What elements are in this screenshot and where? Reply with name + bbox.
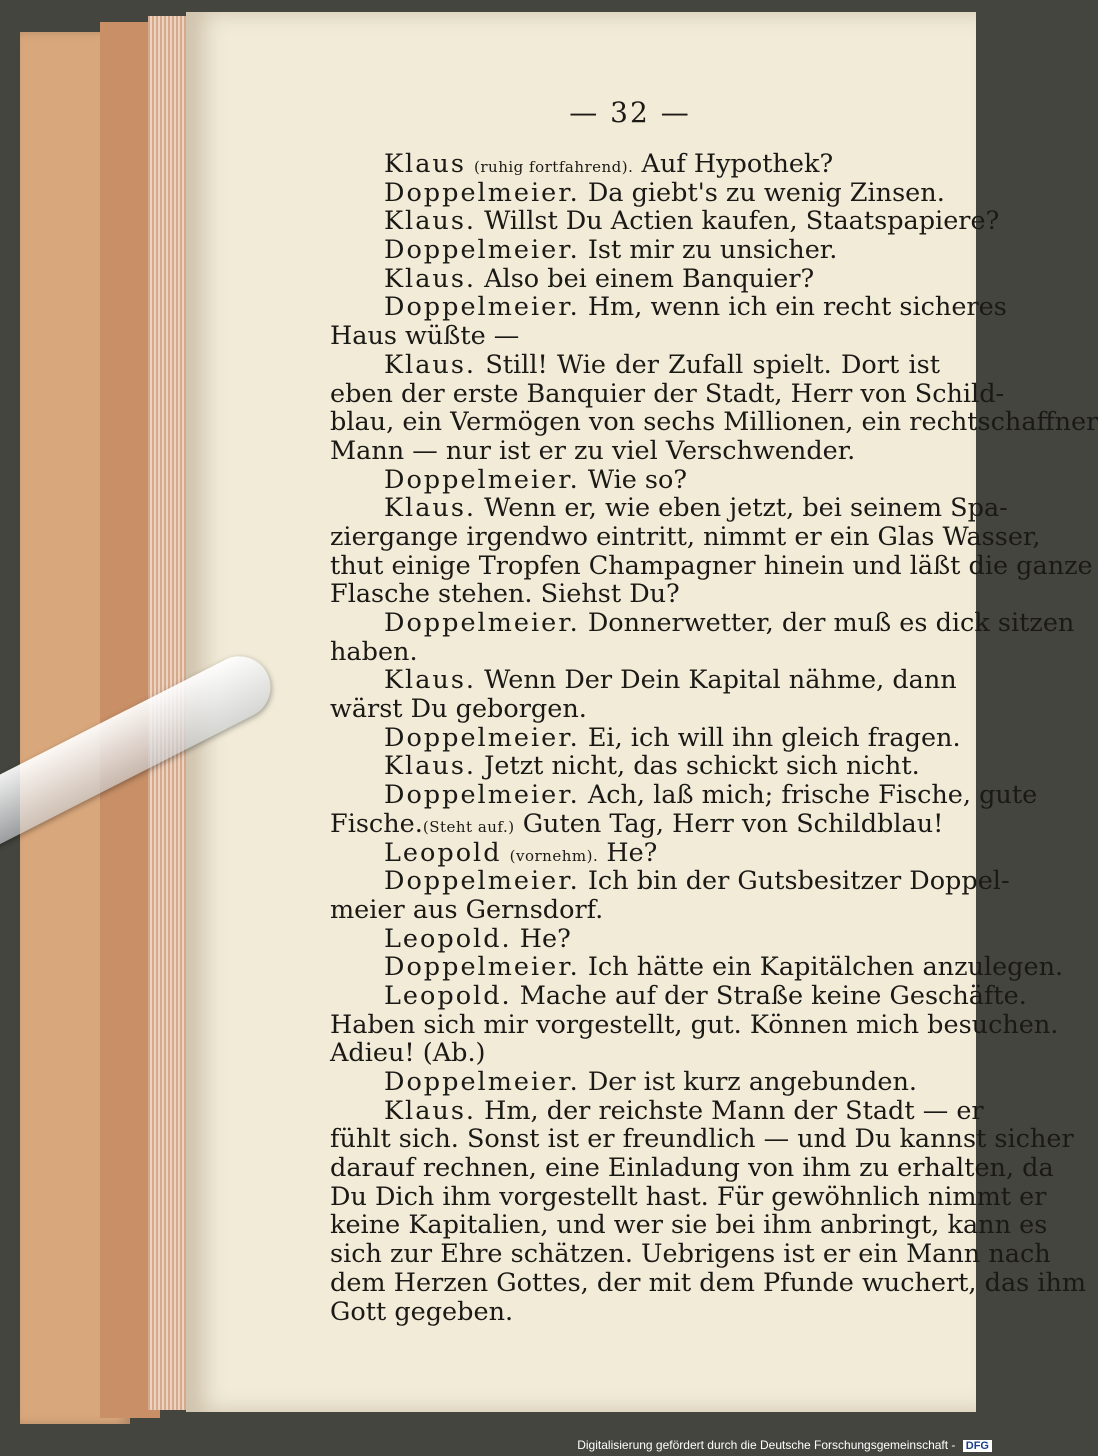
line-text: Du Dich ihm vorgestellt hast. Für gewöhnlich nimmt er: [330, 1181, 1047, 1212]
text-line: [330, 866, 1010, 897]
line-text: Donnerwetter, der muß es dick sitzen: [587, 608, 1075, 638]
speaker-name: Doppelmeier.: [384, 177, 580, 208]
text-line: [330, 236, 940, 265]
text-line: [330, 378, 1005, 409]
speaker-name: Klaus.: [384, 493, 477, 524]
line-text: Ich hätte ein Kapitälchen anzulegen.: [587, 952, 1064, 983]
speaker-name: Klaus.: [384, 206, 477, 237]
line-text: Guten Tag, Herr von Schildblau!: [522, 808, 944, 839]
line-text: Jetzt nicht, das schickt sich nicht.: [484, 751, 920, 782]
text-line: [330, 1298, 940, 1327]
line-text: Ich bin der Gutsbesitzer Doppel-: [587, 866, 1010, 897]
speaker-name: Doppelmeier.: [384, 866, 580, 897]
text-line: [330, 1095, 984, 1126]
speaker-name: Klaus: [384, 149, 466, 179]
line-text: Mann — nur ist er zu viel Verschwender.: [330, 435, 856, 466]
text-line: [330, 1009, 1059, 1040]
text-line: [330, 550, 1093, 581]
stage-direction: (ruhig fortfahrend).: [474, 158, 634, 176]
line-text: blau, ein Vermögen von sechs Millionen, ein rechtschaffner: [330, 407, 1098, 438]
line-text: dem Herzen Gottes, der mit dem Pfunde wuchert, das ihm: [330, 1267, 1087, 1298]
speaker-name: Leopold.: [384, 980, 512, 1011]
speaker-name: Doppelmeier.: [384, 608, 580, 638]
line-text: haben.: [330, 636, 418, 667]
line-text: keine Kapitalien, und wer sie bei ihm anbringt, kann es: [330, 1210, 1048, 1241]
text-line: [330, 1267, 1087, 1298]
text-line: [330, 608, 1075, 638]
speaker-name: Leopold.: [384, 923, 512, 954]
speaker-name: Doppelmeier.: [384, 464, 580, 495]
text-line: [330, 493, 1008, 524]
text-line: [330, 896, 940, 925]
line-text: sich zur Ehre schätzen. Uebrigens ist er ein Mann nach: [330, 1239, 1051, 1270]
line-text: Der ist kurz angebunden.: [587, 1067, 917, 1097]
text-line: [330, 150, 940, 179]
line-text: Haben sich mir vorgestellt, gut. Können mich besuchen.: [330, 1009, 1059, 1040]
speaker-name: Klaus.: [384, 751, 477, 782]
speaker-name: Klaus.: [384, 263, 477, 294]
text-line: [330, 322, 940, 351]
line-text: Ach, laß mich; frische Fische, gute: [587, 780, 1038, 811]
line-text: Flasche stehen. Siehst Du?: [330, 579, 680, 610]
text-line: [330, 752, 940, 781]
line-text: Hm, der reichste Mann der Stadt — er: [484, 1095, 984, 1126]
footer-credit: [577, 1438, 992, 1452]
text-line: [330, 1124, 1074, 1155]
text-line: [330, 1239, 1051, 1270]
speaker-name: Klaus.: [384, 349, 477, 380]
text-line: [330, 1068, 940, 1097]
line-text: wärst Du geborgen.: [330, 694, 587, 725]
line-text: fühlt sich. Sonst ist er freundlich — und Du kannst sicher: [330, 1124, 1074, 1155]
text-line: [330, 1153, 1054, 1184]
line-text: Willst Du Actien kaufen, Staatspapiere?: [484, 206, 1000, 237]
text-line: [330, 925, 940, 954]
page-number: — 32 —: [569, 96, 691, 129]
line-text: Ist mir zu unsicher.: [587, 235, 838, 266]
text-line: [330, 1039, 940, 1068]
text-line: [330, 722, 961, 753]
text-line: [330, 980, 1027, 1011]
line-text: Also bei einem Banquier?: [484, 263, 815, 294]
text-line: [330, 407, 1098, 438]
text-line: [330, 580, 940, 609]
text-line: [330, 437, 940, 466]
line-text: He?: [606, 837, 658, 868]
text-line: [330, 638, 940, 667]
text-line: [330, 177, 945, 208]
text-line: [330, 808, 944, 839]
line-text: ziergange irgendwo eintritt, nimmt er ein Glas Wasser,: [330, 521, 1041, 552]
text-line: [330, 292, 1007, 323]
speaker-name: Klaus.: [384, 665, 477, 696]
speaker-name: Doppelmeier.: [384, 235, 580, 266]
text-line: [330, 1210, 1048, 1241]
text-line: [330, 1181, 1047, 1212]
line-text: meier aus Gernsdorf.: [330, 894, 604, 925]
line-text: thut einige Tropfen Champagner hinein und läßt die ganze: [330, 550, 1093, 581]
line-text: Still! Wie der Zufall spielt. Dort ist: [485, 349, 940, 380]
line-text: eben der erste Banquier der Stadt, Herr von Schild-: [330, 378, 1005, 409]
text-line: [330, 521, 1041, 552]
line-text: Hm, wenn ich ein recht sicheres: [587, 292, 1007, 323]
speaker-name: Klaus.: [384, 1095, 477, 1126]
text-block: [330, 149, 1098, 1327]
speaker-name: Doppelmeier.: [384, 780, 580, 811]
line-text: Ei, ich will ihn gleich fragen.: [587, 722, 961, 753]
speaker-name: Doppelmeier.: [384, 952, 580, 983]
text-line: [330, 206, 1000, 237]
speaker-name: Doppelmeier.: [384, 292, 580, 323]
line-text: Wie so?: [587, 464, 688, 495]
footer-text: Digitalisierung gefördert durch die Deutsche Forschungsgemeinschaft -: [577, 1438, 956, 1452]
text-line: [330, 466, 940, 495]
text-line: [330, 780, 1038, 811]
line-text: He?: [519, 923, 571, 954]
line-text: Auf Hypothek?: [641, 149, 834, 179]
line-text: Fische.: [330, 808, 423, 839]
speaker-name: Doppelmeier.: [384, 1067, 580, 1097]
stage-direction: (Steht auf.): [422, 817, 515, 836]
line-text: Wenn er, wie eben jetzt, bei seinem Spa-: [484, 493, 1008, 524]
line-text: Adieu! (Ab.): [330, 1038, 486, 1069]
text-line: [330, 265, 940, 294]
speaker-name: Doppelmeier.: [384, 722, 580, 753]
line-text: Wenn Der Dein Kapital nähme, dann: [484, 665, 957, 696]
line-text: Da giebt's zu wenig Zinsen.: [587, 177, 945, 208]
dfg-logo: DFG: [963, 1440, 992, 1452]
text-line: [330, 665, 957, 696]
line-text: Mache auf der Straße keine Geschäfte.: [519, 980, 1027, 1011]
text-line: [330, 952, 1064, 983]
text-line: [330, 351, 940, 380]
speaker-name: Leopold: [384, 837, 502, 868]
line-text: darauf rechnen, eine Einladung von ihm zu erhalten, da: [330, 1153, 1054, 1184]
line-text: Gott gegeben.: [330, 1296, 514, 1327]
line-text: Haus wüßte —: [330, 321, 520, 352]
text-line: [330, 695, 940, 724]
stage-direction: (vornehm).: [509, 846, 599, 865]
text-line: [330, 839, 940, 868]
